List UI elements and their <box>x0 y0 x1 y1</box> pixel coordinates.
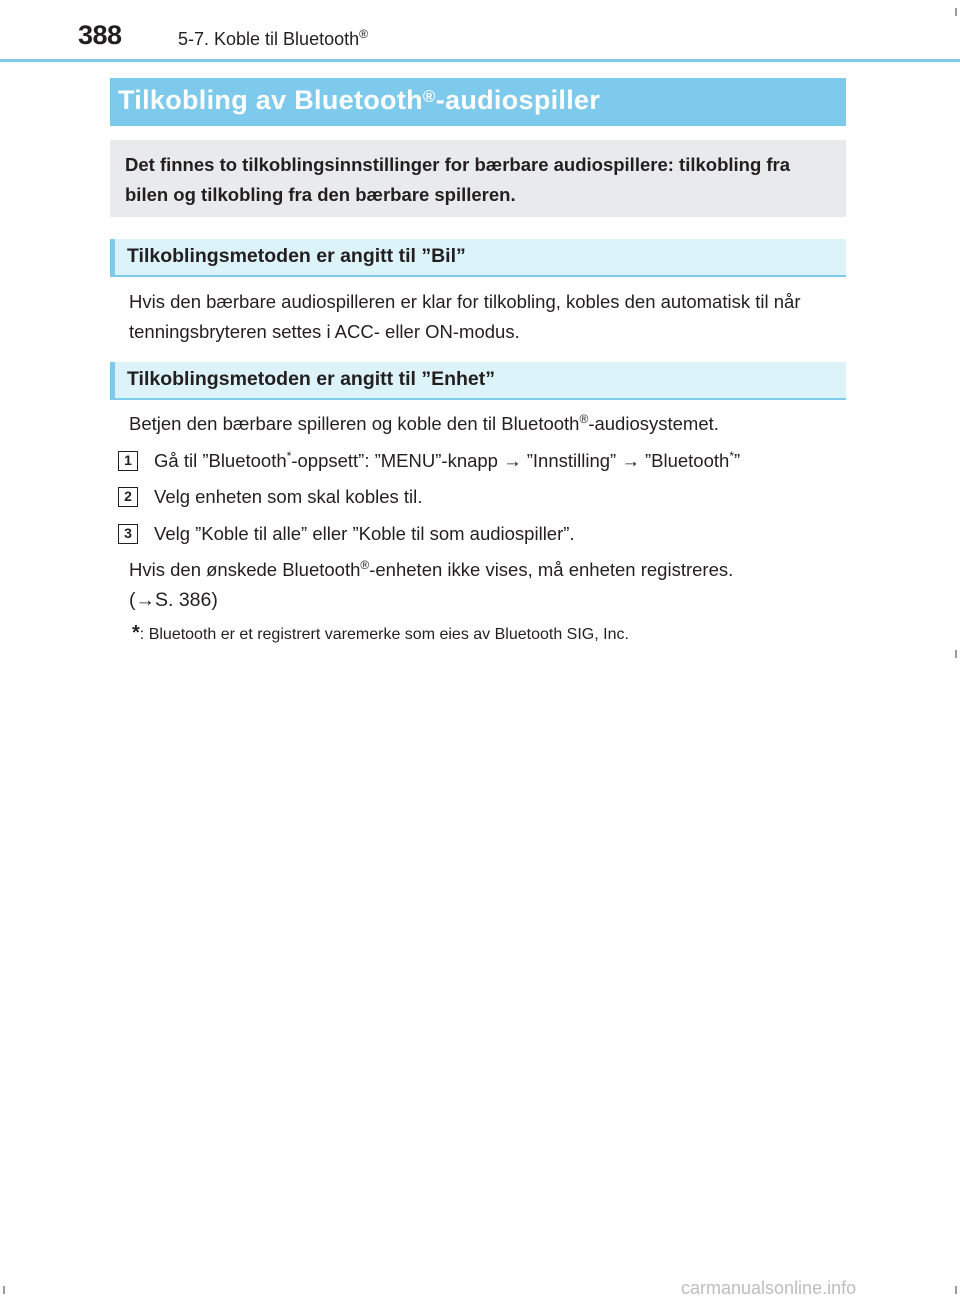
step-number-badge: 1 <box>118 451 138 471</box>
step-2 <box>118 482 848 512</box>
registered-mark: ® <box>360 558 370 572</box>
asterisk-mark: * <box>132 622 140 644</box>
step-text-part1: Gå til ”Bluetooth <box>154 450 287 471</box>
registration-note <box>129 555 844 615</box>
registered-mark: ® <box>422 87 436 106</box>
registered-mark: ® <box>579 412 589 426</box>
step-number-badge: 2 <box>118 487 138 507</box>
step-text-part3: ” <box>733 450 741 471</box>
registered-mark: ® <box>359 27 368 41</box>
breadcrumb <box>178 29 368 50</box>
step-3 <box>118 519 848 549</box>
step-1 <box>118 446 848 476</box>
asterisk-mark: * <box>286 449 292 463</box>
note-suffix: -enheten ikke vises, må enheten registreres. <box>369 559 734 580</box>
step-text: Velg ”Koble til alle” eller ”Koble til som audiospiller”. <box>154 523 575 544</box>
page-number: 388 <box>78 20 122 50</box>
asterisk-mark: * <box>729 449 734 463</box>
page-reference-link[interactable]: (→S. 386) <box>129 589 218 611</box>
crop-mark <box>955 8 957 16</box>
section-device-intro <box>129 409 844 439</box>
crop-mark <box>3 1286 5 1294</box>
page-title <box>110 78 846 126</box>
note-prefix: Hvis den ønskede Bluetooth <box>129 559 361 580</box>
step-number-badge: 3 <box>118 524 138 544</box>
footnote <box>132 620 847 648</box>
intro-box: Det finnes to tilkoblingsinnstillinger for bærbare audiospillere: tilkobling fra bilen og tilkobling fra den bærbare spilleren. <box>110 140 846 217</box>
step-text: Velg enheten som skal kobles til. <box>154 486 423 507</box>
step-text <box>154 446 740 476</box>
device-intro-suffix: -audiosystemet. <box>588 413 719 434</box>
title-suffix: -audiospiller <box>435 85 601 115</box>
step-text-part2: -oppsett”: ”MENU”-knapp → ”Innstilling” → ”Bluetooth <box>291 450 730 471</box>
watermark: carmanualsonline.info <box>681 1278 857 1298</box>
section-car-text: Hvis den bærbare audiospilleren er klar for tilkobling, kobles den automatisk til når tenningsbryteren settes i ACC- eller ON-modus. <box>129 291 801 342</box>
page-header <box>0 0 960 62</box>
crop-mark <box>955 1286 957 1294</box>
section-heading-device: Tilkoblingsmetoden er angitt til ”Enhet” <box>110 362 846 400</box>
title-prefix: Tilkobling av Bluetooth <box>118 85 423 115</box>
section-heading-car: Tilkoblingsmetoden er angitt til ”Bil” <box>110 239 846 277</box>
footnote-text: : Bluetooth er et registrert varemerke som eies av Bluetooth SIG, Inc. <box>139 626 629 643</box>
breadcrumb-text: 5-7. Koble til Bluetooth <box>178 29 360 49</box>
header-rule <box>0 59 960 62</box>
device-intro-prefix: Betjen den bærbare spilleren og koble den til Bluetooth <box>129 413 580 434</box>
crop-mark <box>955 650 957 658</box>
